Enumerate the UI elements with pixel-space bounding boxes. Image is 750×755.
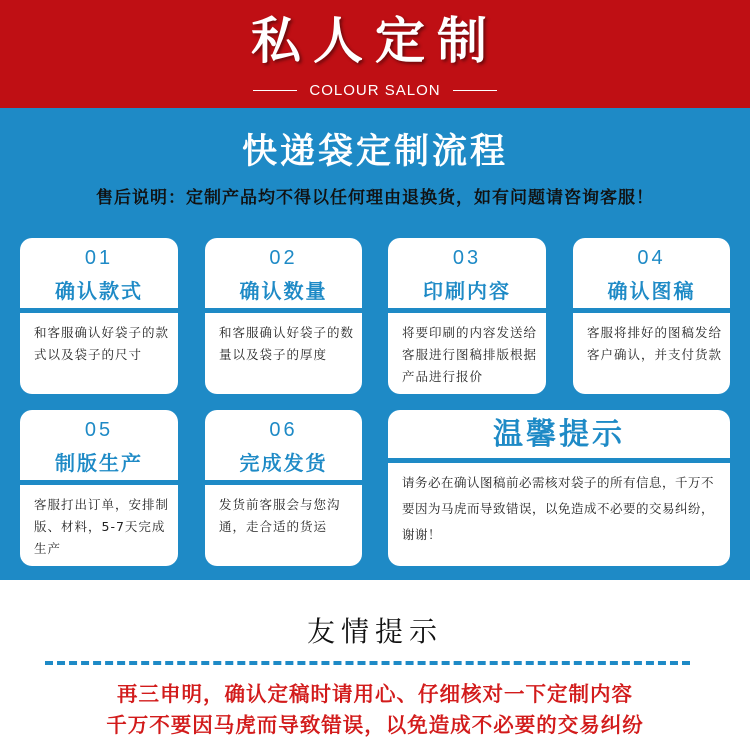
friendly-reminder-line-1: 再三申明，确认定稿时请用心、仔细核对一下定制内容 bbox=[117, 682, 633, 706]
step-divider bbox=[205, 480, 362, 485]
step-divider bbox=[205, 308, 362, 313]
friendly-reminder-line-2: 千万不要因马虎而导致错误，以免造成不必要的交易纠纷 bbox=[106, 713, 644, 737]
step-description: 和客服确认好袋子的数量以及袋子的厚度 bbox=[219, 325, 355, 362]
step-title: 确认图稿 bbox=[607, 279, 696, 303]
step-title: 确认数量 bbox=[239, 279, 328, 303]
step-number: 01 bbox=[84, 247, 114, 269]
step-card-02 bbox=[205, 238, 362, 394]
step-title: 完成发货 bbox=[239, 451, 328, 475]
step-description: 客服打出订单，安排制版、材料，5-7天完成生产 bbox=[34, 497, 170, 556]
step-number: 02 bbox=[269, 247, 298, 269]
step-card-05 bbox=[20, 410, 178, 566]
warm-tip-card bbox=[388, 410, 730, 566]
header-subtitle: COLOUR SALON bbox=[309, 81, 441, 99]
step-number: 04 bbox=[637, 247, 666, 269]
step-description: 将要印刷的内容发送给客服进行图稿排版根据产品进行报价 bbox=[402, 325, 538, 384]
after-sales-note: 售后说明：定制产品均不得以任何理由退换货，如有问题请咨询客服！ bbox=[96, 188, 654, 208]
step-title: 印刷内容 bbox=[423, 279, 511, 303]
step-description: 发货前客服会与您沟通，走合适的货运 bbox=[219, 497, 341, 534]
step-number: 05 bbox=[84, 419, 114, 441]
subtitle-line-left bbox=[253, 90, 297, 91]
step-number: 06 bbox=[269, 419, 298, 441]
step-card-03 bbox=[388, 238, 546, 394]
process-title: 快递袋定制流程 bbox=[241, 132, 508, 172]
step-divider bbox=[20, 308, 178, 313]
header-title: 私人定制 bbox=[251, 12, 499, 70]
step-divider bbox=[20, 480, 178, 485]
header-banner bbox=[0, 0, 750, 108]
step-description: 和客服确认好袋子的款式以及袋子的尺寸 bbox=[34, 325, 170, 362]
dashed-divider bbox=[45, 661, 690, 665]
step-number: 03 bbox=[452, 247, 482, 269]
process-section bbox=[0, 108, 750, 580]
step-card-04 bbox=[573, 238, 730, 394]
header-subtitle-row bbox=[0, 78, 750, 102]
step-description: 客服将排好的图稿发给客户确认，并支付货款 bbox=[587, 325, 723, 362]
step-divider bbox=[573, 308, 730, 313]
warm-tip-divider bbox=[388, 458, 730, 463]
warm-tip-title: 温馨提示 bbox=[493, 417, 625, 452]
step-title: 制版生产 bbox=[55, 451, 143, 475]
warm-tip-text: 请务必在确认图稿前必需核对袋子的所有信息，千万不要因为马虎而导致错误，以免造成不必要的交易纠纷，谢谢！ bbox=[402, 475, 715, 542]
friendly-reminder-title: 友情提示 bbox=[306, 615, 443, 648]
step-divider bbox=[388, 308, 546, 313]
step-title: 确认款式 bbox=[55, 279, 143, 303]
subtitle-line-right bbox=[453, 90, 497, 91]
step-card-01 bbox=[20, 238, 178, 394]
step-card-06 bbox=[205, 410, 362, 566]
